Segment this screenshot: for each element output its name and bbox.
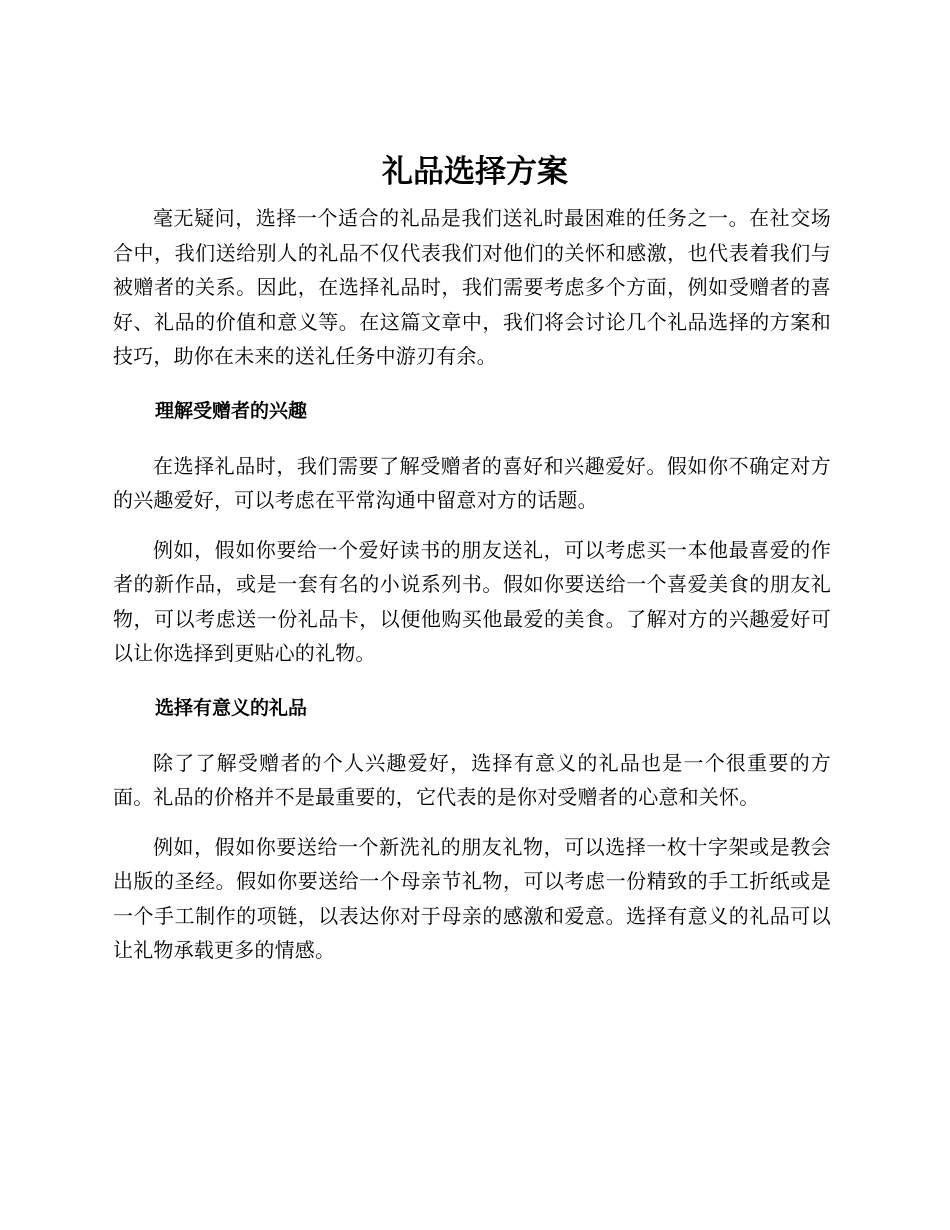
section-paragraph: 除了了解受赠者的个人兴趣爱好，选择有意义的礼品也是一个很重要的方面。礼品的价格并不是最重要的，它代表的是你对受赠者的心意和关怀。: [113, 750, 831, 809]
section-paragraph: 例如，假如你要送给一个新洗礼的朋友礼物，可以选择一枚十字架或是教会出版的圣经。假如你要送给一个母亲节礼物，可以考虑一份精致的手工折纸或是一个手工制作的项链，以表达你对于母亲的感激和爱意。选择有意义的礼品可以让礼物承载更多的情感。: [113, 834, 831, 962]
section-paragraph: 在选择礼品时，我们需要了解受赠者的喜好和兴趣爱好。假如你不确定对方的兴趣爱好，可以考虑在平常沟通中留意对方的话题。: [113, 453, 831, 512]
section-meaningful-gifts: [113, 696, 831, 968]
section-heading: 理解受赠者的兴趣: [155, 399, 308, 422]
document-body: [113, 201, 831, 968]
document-title: 礼品选择方案: [382, 154, 568, 190]
intro-paragraph: 毫无疑问，选择一个适合的礼品是我们送礼时最困难的任务之一。在社交场合中，我们送给别人的礼品不仅代表我们对他们的关怀和感激，也代表着我们与被赠者的关系。因此，在选择礼品时，我们需要考虑多个方面，例如受赠者的喜好、礼品的价值和意义等。在这篇文章中，我们将会讨论几个礼品选择的方案和技巧，助你在未来的送礼任务中游刃有余。: [113, 206, 831, 368]
section-heading: 选择有意义的礼品: [155, 696, 308, 719]
section-interests: [113, 399, 831, 671]
section-paragraph: 例如，假如你要给一个爱好读书的朋友送礼，可以考虑买一本他最喜爱的作者的新作品，或是一套有名的小说系列书。假如你要送给一个喜爱美食的朋友礼物，可以考虑送一份礼品卡，以便他购买他最爱的美食。了解对方的兴趣爱好可以让你选择到更贴心的礼物。: [113, 537, 831, 665]
